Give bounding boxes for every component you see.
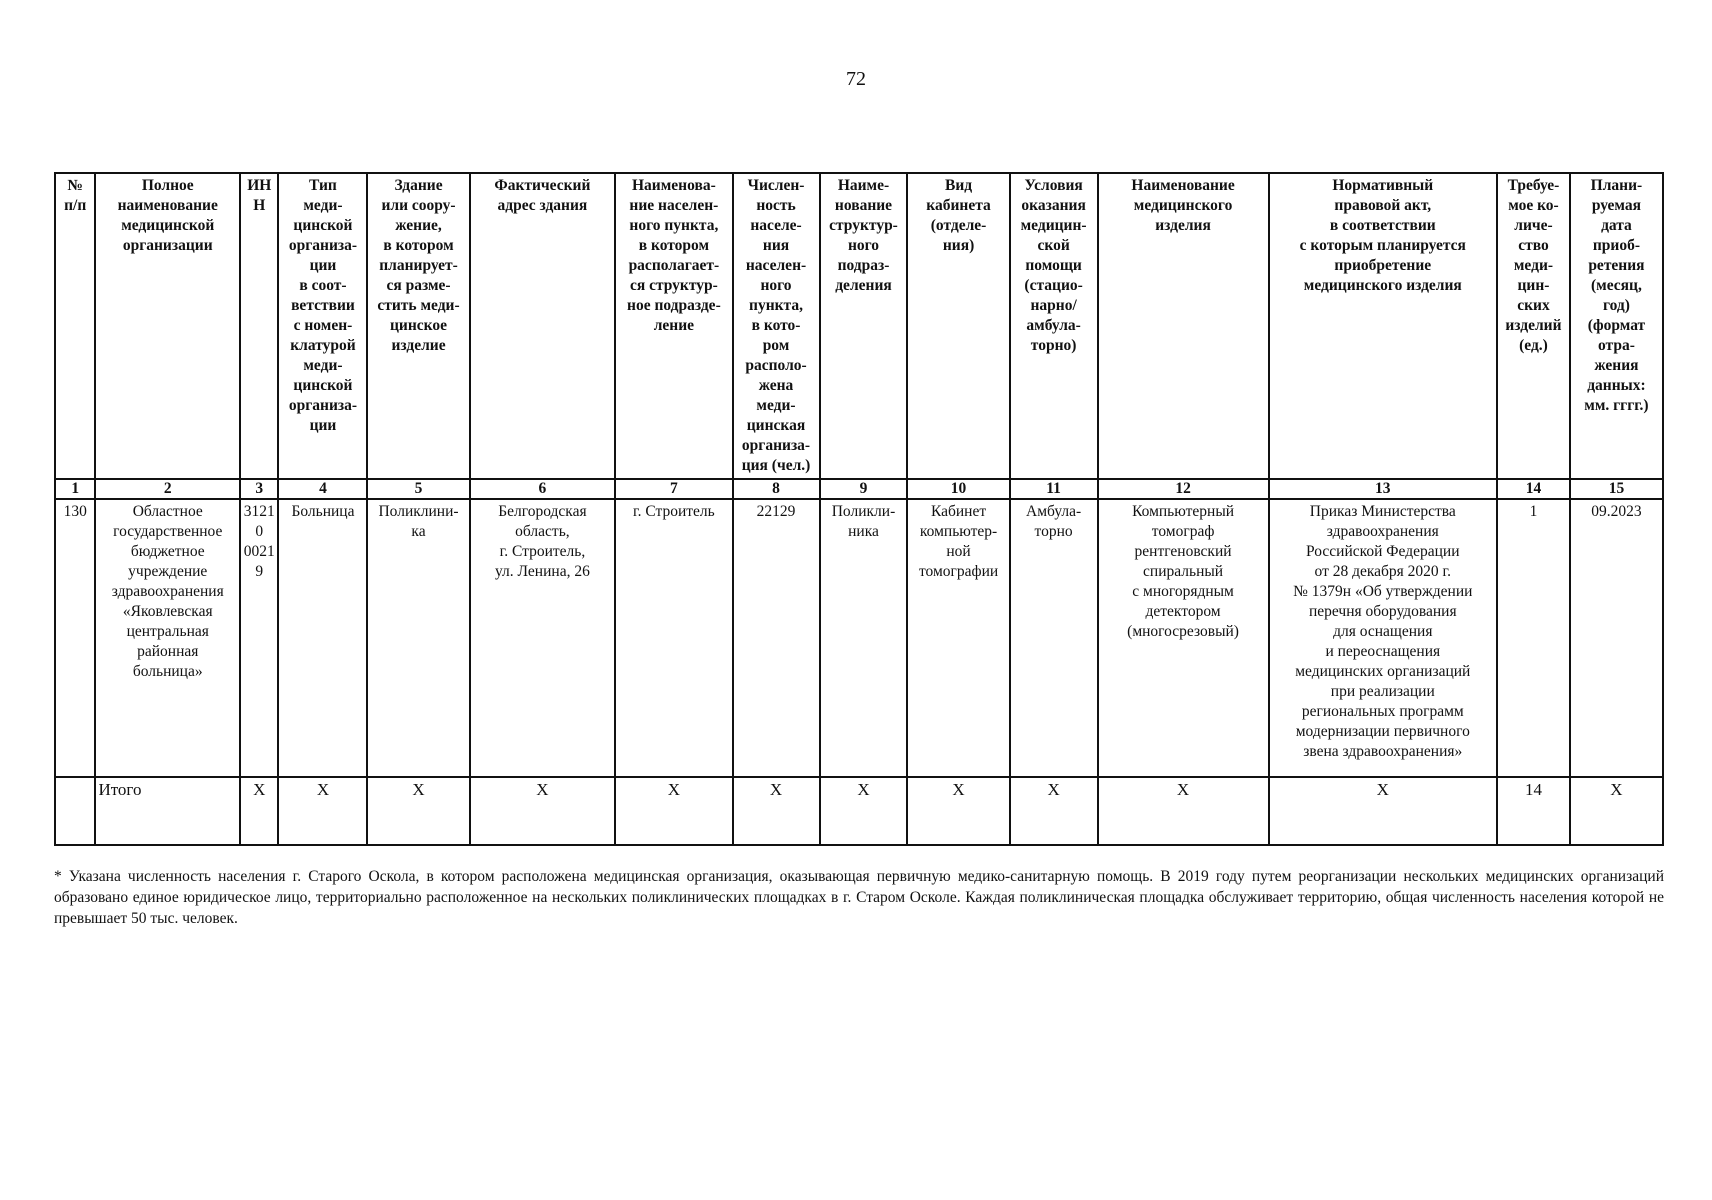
header-cell-6: Фактический адрес здания <box>470 173 616 479</box>
purchase-date: 09.2023 <box>1570 499 1663 777</box>
organization-type: Больница <box>278 499 367 777</box>
page-number: 72 <box>846 68 866 90</box>
total-x-mark: X <box>470 777 616 845</box>
population: 22129 <box>733 499 820 777</box>
address: Белгородская область, г. Строитель, ул. Ленина, 26 <box>470 499 616 777</box>
total-x-mark: X <box>1570 777 1663 845</box>
column-number: 6 <box>470 479 616 499</box>
header-cell-3: ИНН <box>240 173 278 479</box>
column-number: 4 <box>278 479 367 499</box>
column-number: 9 <box>820 479 908 499</box>
total-x-mark: X <box>615 777 732 845</box>
header-cell-8: Числен- ность населе- ния населен- ного пункта, в кото- ром располо- жена меди- цинская организа- ция (чел.) <box>733 173 820 479</box>
footnote: * Указана численность населения г. Старого Оскола, в котором расположена медицинская организация, оказывающая первичную медико-санитарную помощь. В 2019 году путем реорганизации нескольких медицинских организаций образовано единое юридическое лицо, территориально расположенное на нескольких поликлинических площадках в г. Старом Осколе. Каждая поликлиническая площадка обслуживает территорию, общая численность населения которой не превышает 50 тыс. человек. <box>54 868 1664 927</box>
structural-unit: Поликли- ника <box>820 499 908 777</box>
equipment-table <box>54 172 1664 846</box>
total-x-mark: X <box>1269 777 1498 845</box>
column-number: 8 <box>733 479 820 499</box>
table-row <box>55 499 1663 777</box>
building: Поликлини- ка <box>367 499 469 777</box>
column-number: 12 <box>1098 479 1269 499</box>
total-x-mark: X <box>278 777 367 845</box>
column-number-row <box>55 479 1663 499</box>
total-empty-cell <box>55 777 95 845</box>
total-quantity: 14 <box>1497 777 1570 845</box>
column-number: 3 <box>240 479 278 499</box>
header-cell-10: Вид кабинета (отделе- ния) <box>907 173 1009 479</box>
care-conditions: Амбула- торно <box>1010 499 1098 777</box>
header-cell-5: Здание или соору- жение, в котором планирует- ся разме- стить меди- цинское изделие <box>367 173 469 479</box>
total-x-mark: X <box>733 777 820 845</box>
column-number: 1 <box>55 479 95 499</box>
organization-name: Областное государственное бюджетное учреждение здравоохранения «Яковлевская центральная районная больница» <box>95 499 240 777</box>
column-number: 15 <box>1570 479 1663 499</box>
header-cell-15: Плани- руемая дата приоб- ретения (месяц, год) (формат отра- жения данных: мм. гггг.) <box>1570 173 1663 479</box>
column-number: 5 <box>367 479 469 499</box>
header-cell-7: Наименова- ние населен- ного пункта, в котором располагает- ся структур- ное подразде- ление <box>615 173 732 479</box>
header-cell-4: Тип меди- цинской организа- ции в соот- ветствии с номен- клатурой меди- цинской организа- ции <box>278 173 367 479</box>
column-number: 13 <box>1269 479 1498 499</box>
total-x-mark: X <box>240 777 278 845</box>
cabinet-type: Кабинет компьютер- ной томографии <box>907 499 1009 777</box>
total-x-mark: X <box>367 777 469 845</box>
legal-act: Приказ Министерства здравоохранения Российской Федерации от 28 декабря 2020 г. № 1379н «Об утверждении перечня оборудования для оснащения и переоснащения медицинских организаций при реализации региональных программ модернизации первичного звена здравоохранения» <box>1269 499 1498 777</box>
header-cell-1: № п/п <box>55 173 95 479</box>
header-cell-9: Наиме- нование структур- ного подраз- деления <box>820 173 908 479</box>
column-number: 2 <box>95 479 240 499</box>
row-number: 130 <box>55 499 95 777</box>
header-cell-11: Условия оказания медицин- ской помощи (стацио- нарно/ амбула- торно) <box>1010 173 1098 479</box>
header-cell-13: Нормативный правовой акт, в соответствии с которым планируется приобретение медицинского изделия <box>1269 173 1498 479</box>
inn: 31210 00219 <box>240 499 278 777</box>
column-number: 14 <box>1497 479 1570 499</box>
column-number: 7 <box>615 479 732 499</box>
device-name: Компьютерный томограф рентгеновский спиральный с многорядным детектором (многосрезовый) <box>1098 499 1269 777</box>
total-row <box>55 777 1663 845</box>
header-cell-14: Требуе- мое ко- личе- ство меди- цин- ских изделий (ед.) <box>1497 173 1570 479</box>
total-x-mark: X <box>1098 777 1269 845</box>
header-row <box>55 173 1663 479</box>
quantity: 1 <box>1497 499 1570 777</box>
total-x-mark: X <box>907 777 1009 845</box>
column-number: 11 <box>1010 479 1098 499</box>
column-number: 10 <box>907 479 1009 499</box>
total-x-mark: X <box>820 777 908 845</box>
total-x-mark: X <box>1010 777 1098 845</box>
total-label: Итого <box>95 777 240 845</box>
header-cell-2: Полное наименование медицинской организации <box>95 173 240 479</box>
header-cell-12: Наименование медицинского изделия <box>1098 173 1269 479</box>
settlement: г. Строитель <box>615 499 732 777</box>
